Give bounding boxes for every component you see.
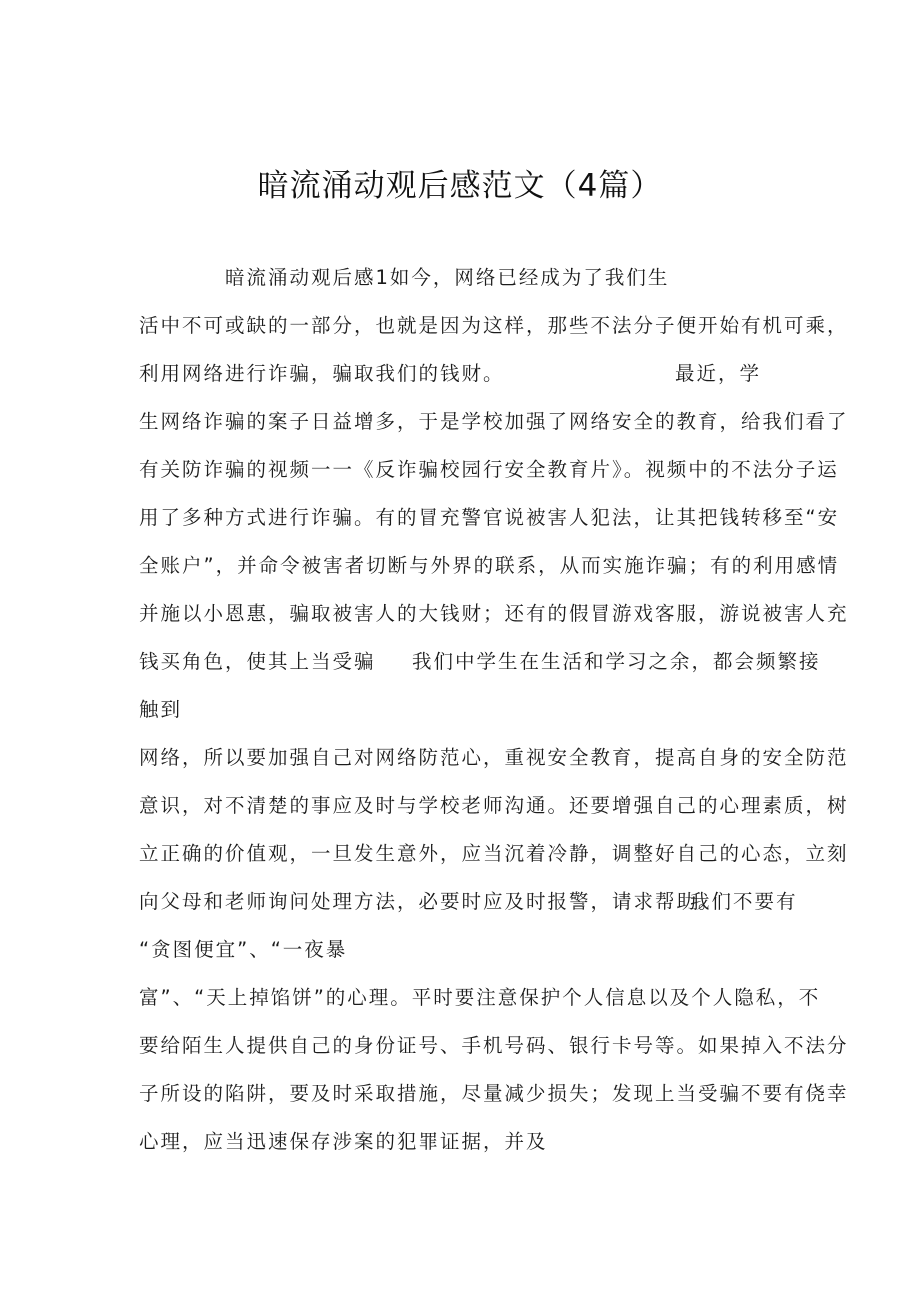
paragraph-line: 网络，所以要加强自己对网络防范心，重视安全教育，提高自身的安全防范	[139, 746, 849, 769]
page-title: 暗流涌动观后感范文（4篇）	[257, 168, 663, 204]
paragraph-line: 触到	[139, 698, 183, 721]
paragraph-line: 要给陌生人提供自己的身份证号、手机号码、银行卡号等。如果掉入不法分	[139, 1034, 849, 1057]
paragraph-line: “贪图便宜”、“一夜暴	[139, 938, 348, 961]
paragraph-line: 意识，对不清楚的事应及时与学校老师沟通。还要增强自己的心理素质，树	[139, 794, 849, 817]
paragraph-line: 立正确的价值观，一旦发生意外，应当沉着冷静，调整好自己的心态，立刻	[139, 842, 849, 865]
paragraph-line: 最近，学	[675, 362, 762, 385]
paragraph-line: 有关防诈骗的视频一一《反诈骗校园行安全教育片》。视频中的不法分子运	[139, 458, 839, 481]
paragraph-line: 钱买角色，使其上当受骗	[139, 650, 376, 673]
paragraph-line: 并施以小恩惠，骗取被害人的大钱财；还有的假冒游戏客服，游说被害人充	[139, 602, 849, 625]
paragraph-line: 全账户”，并命令被害者切断与外界的联系，从而实施诈骗；有的利用感情	[139, 554, 840, 577]
paragraph-line: 用了多种方式进行诈骗。有的冒充警官说被害人犯法，让其把钱转移至“安	[139, 506, 840, 529]
paragraph-line: 我们中学生在生活和学习之余，都会频繁接	[412, 650, 821, 673]
paragraph-line: 生网络诈骗的案子日益增多，于是学校加强了网络安全的教育，给我们看了	[139, 410, 849, 433]
paragraph-line: 心理，应当迅速保存涉案的犯罪证据，并及	[139, 1130, 548, 1153]
paragraph-line: 向父母和老师询问处理方法，必要时应及时报警，请求帮助。	[139, 890, 720, 913]
paragraph-line: 子所设的陷阱，要及时采取措施，尽量减少损失；发现上当受骗不要有侥幸	[139, 1082, 849, 1105]
paragraph-line: 利用网络进行诈骗，骗取我们的钱财。	[139, 362, 505, 385]
paragraph-line: 活中不可或缺的一部分，也就是因为这样，那些不法分子便开始有机可乘，	[139, 314, 849, 337]
paragraph-line: 暗流涌动观后感1如今，网络已经成为了我们生	[225, 266, 670, 289]
paragraph-line: 我们不要有	[690, 890, 798, 913]
paragraph-line: 富”、“天上掉馅饼”的心理。平时要注意保护个人信息以及个人隐私，不	[139, 986, 821, 1009]
